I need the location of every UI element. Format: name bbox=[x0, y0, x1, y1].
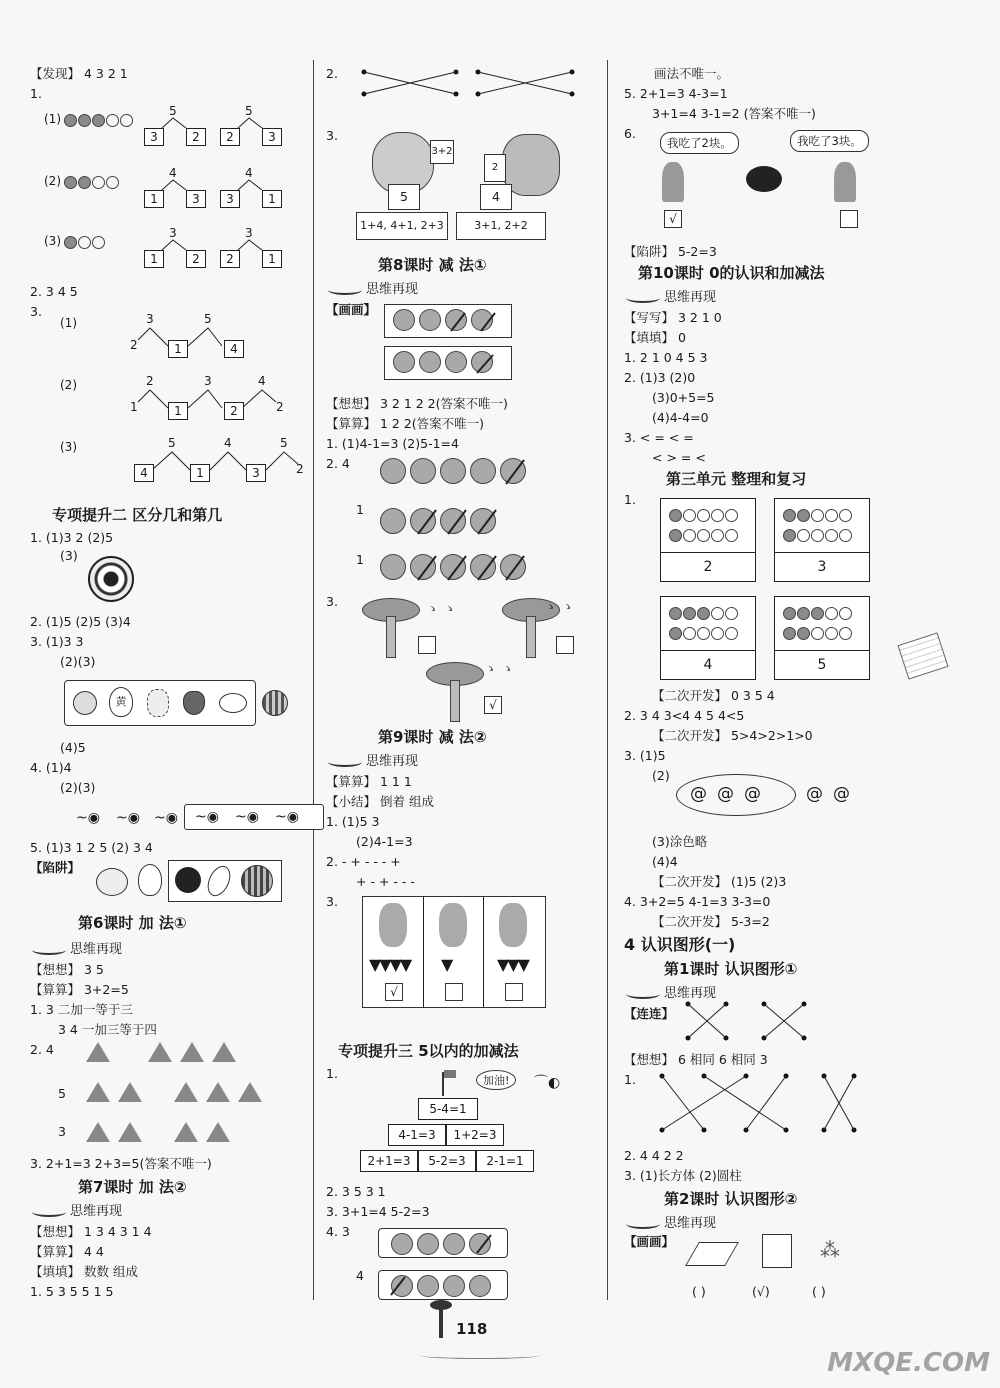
rabbit-icon bbox=[439, 903, 467, 947]
answer-line: 3. bbox=[326, 594, 338, 609]
peach-icon bbox=[96, 868, 128, 896]
answer-line: 3. (1)3 3 bbox=[30, 634, 84, 649]
answer-line: 4 bbox=[356, 1268, 364, 1283]
decompose-row bbox=[44, 104, 304, 158]
tadpole-icon: ~◉ bbox=[154, 810, 178, 826]
draw-label: 【画画】 bbox=[624, 1234, 675, 1249]
pyramid-cell: 5-4=1 bbox=[418, 1098, 478, 1120]
answer-line: 4. 3+2=5 4-1=3 3-3=0 bbox=[624, 894, 771, 909]
answer-box: 3 bbox=[144, 128, 164, 146]
watermelon-icon bbox=[241, 865, 273, 897]
check-box bbox=[505, 983, 523, 1001]
carrot-icon: ▼ bbox=[441, 955, 454, 974]
bird-icon: ⌒◐ bbox=[534, 1075, 561, 1091]
answer-line: 画法不唯一。 bbox=[654, 66, 730, 81]
number: 2 bbox=[146, 374, 154, 388]
answer-box: 2 bbox=[186, 250, 206, 268]
lesson-heading: 第1课时 认识图形① bbox=[664, 960, 798, 978]
snail-icons: @@@ bbox=[690, 784, 771, 804]
answer-line: + - + - - - bbox=[356, 874, 415, 889]
sub-label: (2) bbox=[44, 174, 61, 188]
dot-card bbox=[660, 596, 756, 680]
number: 3 bbox=[245, 226, 253, 240]
check-box bbox=[556, 636, 574, 654]
rabbit-icon bbox=[379, 903, 407, 947]
answer-line: 【填填】 数数 组成 bbox=[30, 1264, 138, 1279]
bird-icon: ゝ ゝ bbox=[484, 662, 515, 677]
stacked-shapes-icon bbox=[762, 1234, 792, 1268]
answer-line: (4)4 bbox=[652, 854, 678, 869]
answer-line: 2. 4 bbox=[326, 456, 350, 471]
crossed-circles-box bbox=[384, 346, 512, 380]
number-chain bbox=[60, 310, 300, 370]
answer-line: 3. bbox=[326, 128, 338, 143]
answer-box: 4 bbox=[134, 464, 154, 482]
dot-card bbox=[774, 596, 870, 680]
unit-heading: 第三单元 整理和复习 bbox=[666, 470, 807, 488]
review-text: 思维再现 bbox=[366, 754, 419, 769]
answer-line: 【算算】 1 2 2(答案不唯一) bbox=[326, 416, 485, 431]
answer-line: (2)(3) bbox=[60, 654, 96, 669]
dots bbox=[669, 605, 739, 620]
answer-line: 2. (1)5 (2)5 (3)4 bbox=[30, 614, 131, 629]
equation-box: 3+1, 2+2 bbox=[456, 212, 546, 240]
answer-box: 1 bbox=[144, 250, 164, 268]
review-text: 思维再现 bbox=[664, 1216, 717, 1231]
answer-line: 1 bbox=[356, 502, 364, 517]
answer-line: 【二次开发】 5-3=2 bbox=[652, 914, 770, 929]
answer-line: 1 bbox=[356, 552, 364, 567]
answer-line: 6. bbox=[624, 126, 636, 141]
equation-box: 1+4, 4+1, 2+3 bbox=[356, 212, 448, 240]
card-value: 2 bbox=[661, 552, 755, 581]
sub-label: (3) bbox=[60, 440, 77, 454]
section-heading: 专项提升三 5以内的加减法 bbox=[338, 1042, 519, 1060]
speech-bubble: 我吃了2块。 bbox=[660, 132, 739, 154]
answer-box: 2 bbox=[224, 402, 244, 420]
answer-line: 1. (1)5 3 bbox=[326, 814, 380, 829]
answer-box: 2 bbox=[220, 128, 240, 146]
girl-icon bbox=[662, 162, 684, 202]
sub-label: (1) bbox=[44, 112, 61, 126]
carrot-icons: ▼▼▼▼ bbox=[369, 955, 411, 974]
number: 2 bbox=[130, 338, 138, 352]
bird-icon: ゝ ゝ bbox=[426, 602, 457, 617]
check-box bbox=[445, 983, 463, 1001]
strawberry-icon bbox=[183, 691, 205, 715]
circle-row bbox=[378, 458, 548, 488]
answer-line: 【想想】 3 5 bbox=[30, 962, 104, 977]
answer-line: 5. (1)3 1 2 5 (2) 3 4 bbox=[30, 840, 153, 855]
answer-line: 1. (1)3 2 (2)5 bbox=[30, 530, 114, 545]
watermark: MXQE.COM bbox=[827, 1348, 990, 1378]
answer-paren: ( ) bbox=[692, 1284, 706, 1299]
check-box: √ bbox=[385, 983, 403, 1001]
answer-line: 【二次开发】 (1)5 (2)3 bbox=[652, 874, 787, 889]
check-box bbox=[840, 210, 858, 228]
review-label bbox=[626, 286, 716, 305]
answer-line: 【填填】 0 bbox=[624, 330, 686, 345]
column-divider bbox=[313, 60, 314, 1300]
pear-icon: 黄 bbox=[109, 687, 133, 717]
answer-line: 【想想】 6 相同 6 相同 3 bbox=[624, 1052, 768, 1067]
card-value: 3 bbox=[775, 552, 869, 581]
number: 2 bbox=[296, 462, 304, 476]
dots bbox=[669, 527, 739, 542]
answer-line: 3+1=4 3-1=2 (答案不唯一) bbox=[652, 106, 816, 121]
pyramid-cell: 4-1=3 bbox=[388, 1124, 446, 1146]
column-divider bbox=[607, 60, 608, 1300]
answer-line: 2. - + - - - + bbox=[326, 854, 401, 869]
answer-line: 【算算】 4 4 bbox=[30, 1244, 104, 1259]
pyramid-cell: 1+2=3 bbox=[446, 1124, 504, 1146]
answer-line: 1. bbox=[624, 492, 636, 507]
chapter-heading: 4 认识图形(一) bbox=[624, 935, 736, 954]
answer-line: 【陷阱】 5-2=3 bbox=[624, 244, 717, 259]
box-label: 4 bbox=[480, 184, 512, 210]
answer-box: 3 bbox=[220, 190, 240, 208]
palm-tree-icon bbox=[426, 662, 482, 720]
answer-line: 【想想】 3 2 1 2 2(答案不唯一) bbox=[326, 396, 508, 411]
answer-line: 3. bbox=[30, 304, 42, 319]
swirl-icon bbox=[32, 945, 66, 955]
number: 5 bbox=[245, 104, 253, 118]
answer-line: 3. bbox=[326, 894, 338, 909]
lesson-heading: 第2课时 认识图形② bbox=[664, 1190, 798, 1208]
dot-card bbox=[774, 498, 870, 582]
connect-label: 【连连】 bbox=[624, 1006, 675, 1021]
sign-card: 2 bbox=[484, 154, 506, 182]
answer-box: 1 bbox=[168, 340, 188, 358]
answer-line: 【想想】 1 3 4 3 1 4 bbox=[30, 1224, 152, 1239]
answer-line: (2)(3) bbox=[60, 780, 96, 795]
notebook-icon bbox=[897, 632, 948, 679]
review-text: 思维再现 bbox=[664, 290, 717, 305]
answer-box: 2 bbox=[220, 250, 240, 268]
answer-line: 【二次开发】 0 3 5 4 bbox=[652, 688, 775, 703]
rabbit-icon bbox=[499, 903, 527, 947]
answer-line: 【算算】 3+2=5 bbox=[30, 982, 129, 997]
swirl-icon bbox=[328, 285, 362, 295]
circle-row bbox=[378, 508, 548, 538]
tadpole-icon: ~◉ bbox=[76, 810, 100, 826]
answer-line: 3. (1)长方体 (2)圆柱 bbox=[624, 1168, 742, 1183]
review-text: 思维再现 bbox=[70, 942, 123, 957]
answer-line: 2. 3 5 3 1 bbox=[326, 1184, 386, 1199]
trap-label: 【陷阱】 bbox=[30, 860, 81, 875]
snail-icons: @@ bbox=[806, 784, 860, 804]
number: 3 bbox=[169, 226, 177, 240]
answer-line: 【算算】 1 1 1 bbox=[326, 774, 412, 789]
carrot-icons: ▼▼▼ bbox=[497, 955, 528, 974]
number: 4 bbox=[258, 374, 266, 388]
number: 5 bbox=[280, 436, 288, 450]
answer-box: 1 bbox=[144, 190, 164, 208]
triangle-row bbox=[82, 1082, 266, 1102]
watermelon-icon bbox=[262, 690, 288, 716]
speech-bubble: 我吃了3块。 bbox=[790, 130, 869, 152]
answer-line: 【写写】 3 2 1 0 bbox=[624, 310, 722, 325]
number-chain bbox=[60, 434, 304, 494]
answer-line: (3)0+5=5 bbox=[652, 390, 715, 405]
answer-box: 3 bbox=[186, 190, 206, 208]
matching-lines bbox=[360, 64, 580, 104]
answer-line: 1. 3 二加一等于三 bbox=[30, 1002, 133, 1017]
review-text: 思维再现 bbox=[664, 986, 717, 1001]
sub-label: (3) bbox=[44, 234, 61, 248]
speech-bubble: 加油! bbox=[476, 1070, 516, 1090]
swirl-icon bbox=[626, 989, 660, 999]
card-value: 4 bbox=[661, 650, 755, 679]
answer-box: 3 bbox=[246, 464, 266, 482]
decompose-row bbox=[44, 166, 304, 220]
number: 4 bbox=[245, 166, 253, 180]
answer-line: 2. 4 bbox=[30, 1042, 54, 1057]
matching-lines bbox=[658, 1072, 858, 1136]
answer-line: 3 bbox=[58, 1124, 66, 1139]
review-label bbox=[328, 750, 418, 769]
swirl-icon bbox=[626, 293, 660, 303]
swirl-icon bbox=[32, 1207, 66, 1217]
review-label bbox=[328, 278, 418, 297]
sub-label: (1) bbox=[60, 316, 77, 330]
lesson-heading: 第9课时 减 法② bbox=[378, 728, 487, 746]
answer-line: 1. bbox=[326, 1066, 338, 1081]
soccer-ball-icon bbox=[88, 556, 134, 602]
pyramid-cell: 2+1=3 bbox=[360, 1150, 418, 1172]
section-heading: 专项提升二 区分几和第几 bbox=[52, 506, 223, 524]
page-number: 118 bbox=[456, 1320, 488, 1338]
answer-line: 1. (1)4-1=3 (2)5-1=4 bbox=[326, 436, 459, 451]
answer-line: 3 4 一加三等于四 bbox=[58, 1022, 157, 1037]
answer-line: 2. (1)3 (2)0 bbox=[624, 370, 696, 385]
fruit-row-image bbox=[64, 680, 256, 726]
sub-label: (2) bbox=[60, 378, 77, 392]
pyramid-cell: 2-1=1 bbox=[476, 1150, 534, 1172]
answer-line: 1. 2 1 0 4 5 3 bbox=[624, 350, 708, 365]
tadpole-icon: ~◉ bbox=[235, 809, 259, 825]
cuboid-icon bbox=[685, 1242, 739, 1266]
answer-line: 2. 3 4 5 bbox=[30, 284, 78, 299]
answer-line: 3. < = < = bbox=[624, 430, 694, 445]
answer-line: (3)涂色略 bbox=[652, 834, 708, 849]
answer-line: 3. 3+1=4 5-2=3 bbox=[326, 1204, 430, 1219]
dots bbox=[783, 605, 853, 620]
check-box bbox=[418, 636, 436, 654]
dots bbox=[783, 507, 853, 522]
answer-paren: (√) bbox=[752, 1284, 770, 1299]
crossed-circles-box bbox=[378, 1228, 508, 1258]
number: 1 bbox=[130, 400, 138, 414]
number: 2 bbox=[276, 400, 284, 414]
cake-icon bbox=[746, 166, 782, 192]
triangle-row bbox=[82, 1042, 240, 1062]
answer-line: < > = < bbox=[652, 450, 706, 465]
answer-line: 【二次开发】 5>4>2>1>0 bbox=[652, 728, 813, 743]
lesson-heading: 第7课时 加 法② bbox=[78, 1178, 187, 1196]
number: 5 bbox=[169, 104, 177, 118]
tadpole-icon: ~◉ bbox=[275, 809, 299, 825]
dots bbox=[669, 507, 739, 522]
draw-label: 【画画】 bbox=[326, 302, 377, 317]
answer-line: 1. bbox=[30, 86, 42, 101]
three-balls-icon: ⁂ bbox=[820, 1238, 840, 1262]
answer-box: 3 bbox=[262, 128, 282, 146]
apple-icon bbox=[175, 867, 201, 893]
answer-line: 2. 3 4 3<4 4 5 4<5 bbox=[624, 708, 745, 723]
dots bbox=[669, 625, 739, 640]
review-label bbox=[32, 1200, 122, 1219]
swirl-icon bbox=[328, 757, 362, 767]
matching-lines bbox=[684, 1000, 844, 1044]
number: 5 bbox=[168, 436, 176, 450]
answer-line: 5. 2+1=3 4-3=1 bbox=[624, 86, 728, 101]
check-box: √ bbox=[664, 210, 682, 228]
check-box: √ bbox=[484, 696, 502, 714]
pyramid-cell: 5-2=3 bbox=[418, 1150, 476, 1172]
answer-box: 1 bbox=[190, 464, 210, 482]
banana-icon bbox=[203, 862, 235, 899]
crossed-circles-box bbox=[384, 304, 512, 338]
answer-box: 1 bbox=[262, 190, 282, 208]
box-label: 5 bbox=[388, 184, 420, 210]
dots bbox=[783, 625, 853, 640]
lesson-heading: 第10课时 0的认识和加减法 bbox=[638, 264, 825, 282]
flag-icon bbox=[444, 1070, 456, 1078]
pear-icon bbox=[138, 864, 162, 896]
palm-logo-icon bbox=[430, 1300, 452, 1340]
answer-line: 4. (1)4 bbox=[30, 760, 72, 775]
tadpole-icon: ~◉ bbox=[116, 810, 140, 826]
sign-card: 3+2 bbox=[430, 140, 454, 164]
number: 3 bbox=[204, 374, 212, 388]
dots bbox=[783, 527, 853, 542]
number: 5 bbox=[204, 312, 212, 326]
answer-line: 2. 4 4 2 2 bbox=[624, 1148, 684, 1163]
answer-box: 1 bbox=[168, 402, 188, 420]
decompose-row bbox=[44, 226, 304, 280]
lesson-heading: 第6课时 加 法① bbox=[78, 914, 187, 932]
answer-line: (2) bbox=[652, 768, 670, 783]
answer-line: 3. 2+1=3 2+3=5(答案不唯一) bbox=[30, 1156, 212, 1171]
answer-box: 4 bbox=[224, 340, 244, 358]
answer-line: 【发现】 4 3 2 1 bbox=[30, 66, 128, 81]
rabbit-carrot-panel bbox=[362, 896, 546, 1008]
answer-line: (2)4-1=3 bbox=[356, 834, 413, 849]
answer-paren: ( ) bbox=[812, 1284, 826, 1299]
crossed-circles-box bbox=[378, 1270, 508, 1300]
palm-tree-icon bbox=[362, 598, 418, 656]
answer-line: 3. (1)5 bbox=[624, 748, 666, 763]
selected-group-box bbox=[168, 860, 282, 902]
card-value: 5 bbox=[775, 650, 869, 679]
selected-group-box bbox=[184, 804, 324, 830]
review-label bbox=[626, 1212, 716, 1231]
review-label bbox=[32, 938, 122, 957]
bird-icon: ゝ ゝ bbox=[544, 600, 575, 615]
footer-wave bbox=[420, 1352, 540, 1359]
number: 4 bbox=[169, 166, 177, 180]
tadpole-icon: ~◉ bbox=[195, 809, 219, 825]
answer-line: 1. bbox=[624, 1072, 636, 1087]
apple-icon bbox=[73, 691, 97, 715]
girl-icon bbox=[834, 162, 856, 202]
number: 3 bbox=[146, 312, 154, 326]
review-label bbox=[626, 982, 716, 1001]
answer-line: 2. bbox=[326, 66, 338, 81]
pineapple-icon bbox=[147, 689, 169, 717]
lesson-heading: 第8课时 减 法① bbox=[378, 256, 487, 274]
peach-icon bbox=[219, 693, 247, 713]
answer-line: (4)5 bbox=[60, 740, 86, 755]
answer-line: 1. 5 3 5 5 1 5 bbox=[30, 1284, 114, 1299]
circle-row bbox=[378, 554, 548, 584]
dot-card bbox=[660, 498, 756, 582]
triangle-row bbox=[82, 1122, 234, 1142]
swirl-icon bbox=[626, 1219, 660, 1229]
review-text: 思维再现 bbox=[70, 1204, 123, 1219]
answer-line: (3) bbox=[60, 548, 78, 563]
answer-line: 【小结】 倒着 组成 bbox=[326, 794, 434, 809]
number: 4 bbox=[224, 436, 232, 450]
answer-line: 4. 3 bbox=[326, 1224, 350, 1239]
answer-box: 1 bbox=[262, 250, 282, 268]
answer-line: 5 bbox=[58, 1086, 66, 1101]
answer-line: (4)4-4=0 bbox=[652, 410, 709, 425]
tadpole-row bbox=[60, 802, 300, 832]
answer-box: 2 bbox=[186, 128, 206, 146]
review-text: 思维再现 bbox=[366, 282, 419, 297]
number-chain bbox=[60, 372, 300, 432]
